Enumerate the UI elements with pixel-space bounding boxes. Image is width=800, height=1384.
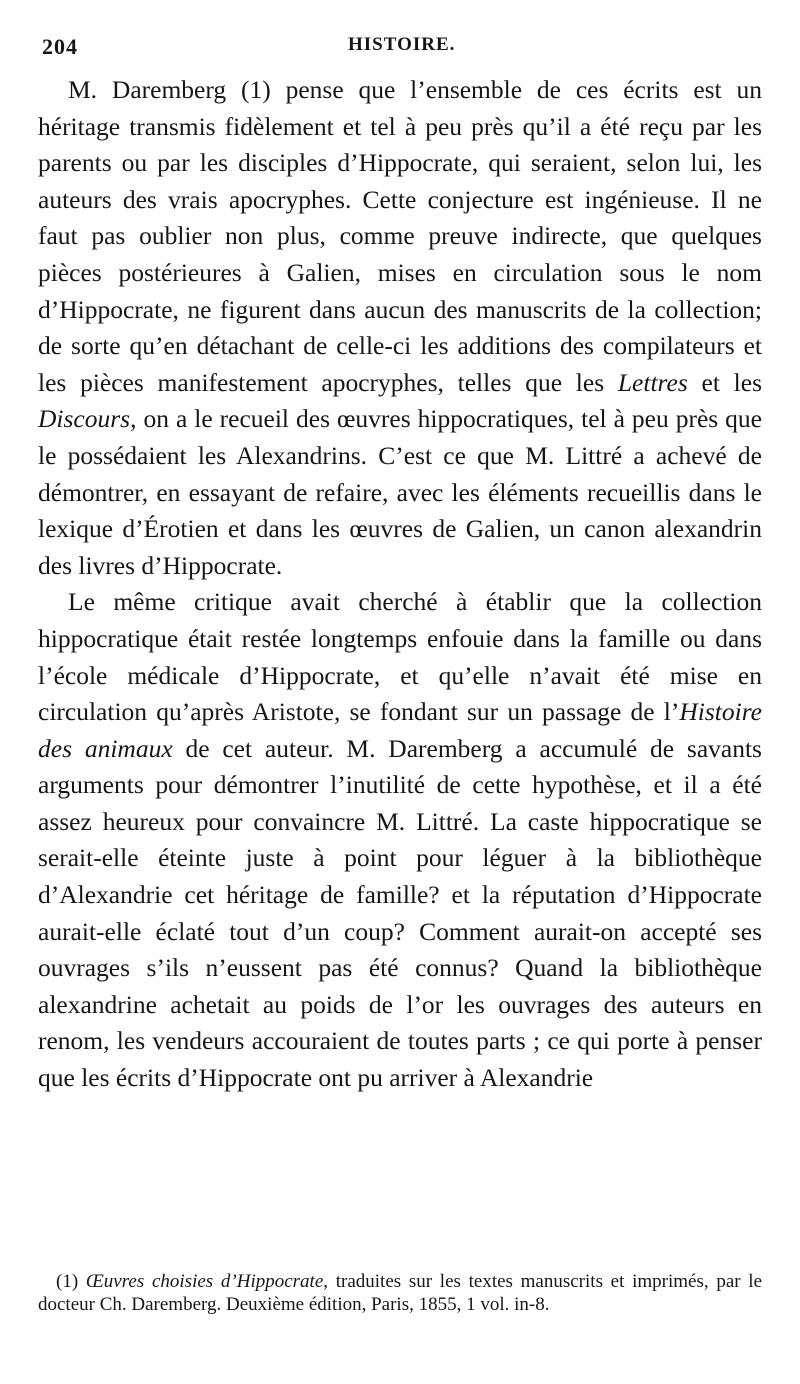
- italic-title-discours: Discours: [38, 404, 131, 434]
- page-number: 204: [42, 34, 78, 59]
- paragraph-text: M. Daremberg (1) pense que l’ensemble de ces écrits est un héritage transmis fidèlement et tel à peu près qu’il a été reçu par les parents ou par les disciples d’Hippocrate, qui seraient, selon lui, les auteurs des vrais apocryphes. Cette conjecture est ingénieuse. Il ne faut pas oublier non plus, comme preuve indirecte, que quelques pièces postérieures à Galien, mises en circulation sous le nom d’Hippocrate, ne figurent dans aucun des manuscrits de la collection; de sorte qu’en détachant de celle-ci les additions des compilateurs et les pièces manifestement apocryphes, telles que les: [38, 75, 762, 397]
- paragraph-1: [38, 72, 762, 584]
- page-header: [38, 28, 762, 72]
- footnote-text: , traduites sur les textes manuscrits et imprimés, par le docteur Ch. Daremberg. Deuxième édition, Paris, 1855, 1 vol. in-8.: [38, 1271, 763, 1315]
- body-text: [38, 72, 762, 1097]
- paragraph-2: [38, 584, 762, 1096]
- paragraph-text: de cet auteur. M. Daremberg a accumulé de savants arguments pour démontrer l’inutilité de cette hypothèse, et il a été assez heureux pour convaincre M. Littré. La caste hippocratique se serait-elle éteinte juste à point pour léguer à la bibliothèque d’Alexandrie cet héritage de famille? et la réputation d’Hippocrate aurait-elle éclaté tout d’un coup? Comment aurait-on accepté ses ouvrages s’ils n’eussent pas été connus? Quand la bibliothèque alexandrine achetait au poids de l’or les ouvrages des auteurs en renom, les vendeurs accouraient de toutes parts ; ce qui porte à penser que les écrits d’Hippocrate ont pu arriver à Alexandrie: [38, 733, 762, 1093]
- footnote-title: Œuvres choisies d’Hippocrate: [85, 1271, 324, 1292]
- paragraph-text: Le même critique avait cherché à établir que la collection hippocratique était restée longtemps enfouie dans la famille ou dans l’école médicale d’Hippocrate, et qu’elle n’avait été mise en circulation qu’après Aristote, se fondant sur un passage de l’: [38, 587, 762, 727]
- italic-title-histoire-des-animaux: Histoire des animaux: [38, 697, 762, 763]
- paragraph-text: et les: [687, 367, 762, 397]
- footnote: [38, 1270, 762, 1316]
- running-title: HISTOIRE.: [348, 34, 456, 55]
- footnote-mark: (1): [56, 1271, 79, 1292]
- paragraph-text: , on a le recueil des œuvres hippocratiques, tel à peu près que le possédaient les Alexandrins. C’est ce que M. Littré a achevé de démontrer, en essayant de refaire, avec les éléments recueillis dans le lexique d’Érotien et dans les œuvres de Galien, un canon alexandrin des livres d’Hippocrate.: [38, 404, 762, 580]
- italic-title-lettres: Lettres: [617, 367, 688, 397]
